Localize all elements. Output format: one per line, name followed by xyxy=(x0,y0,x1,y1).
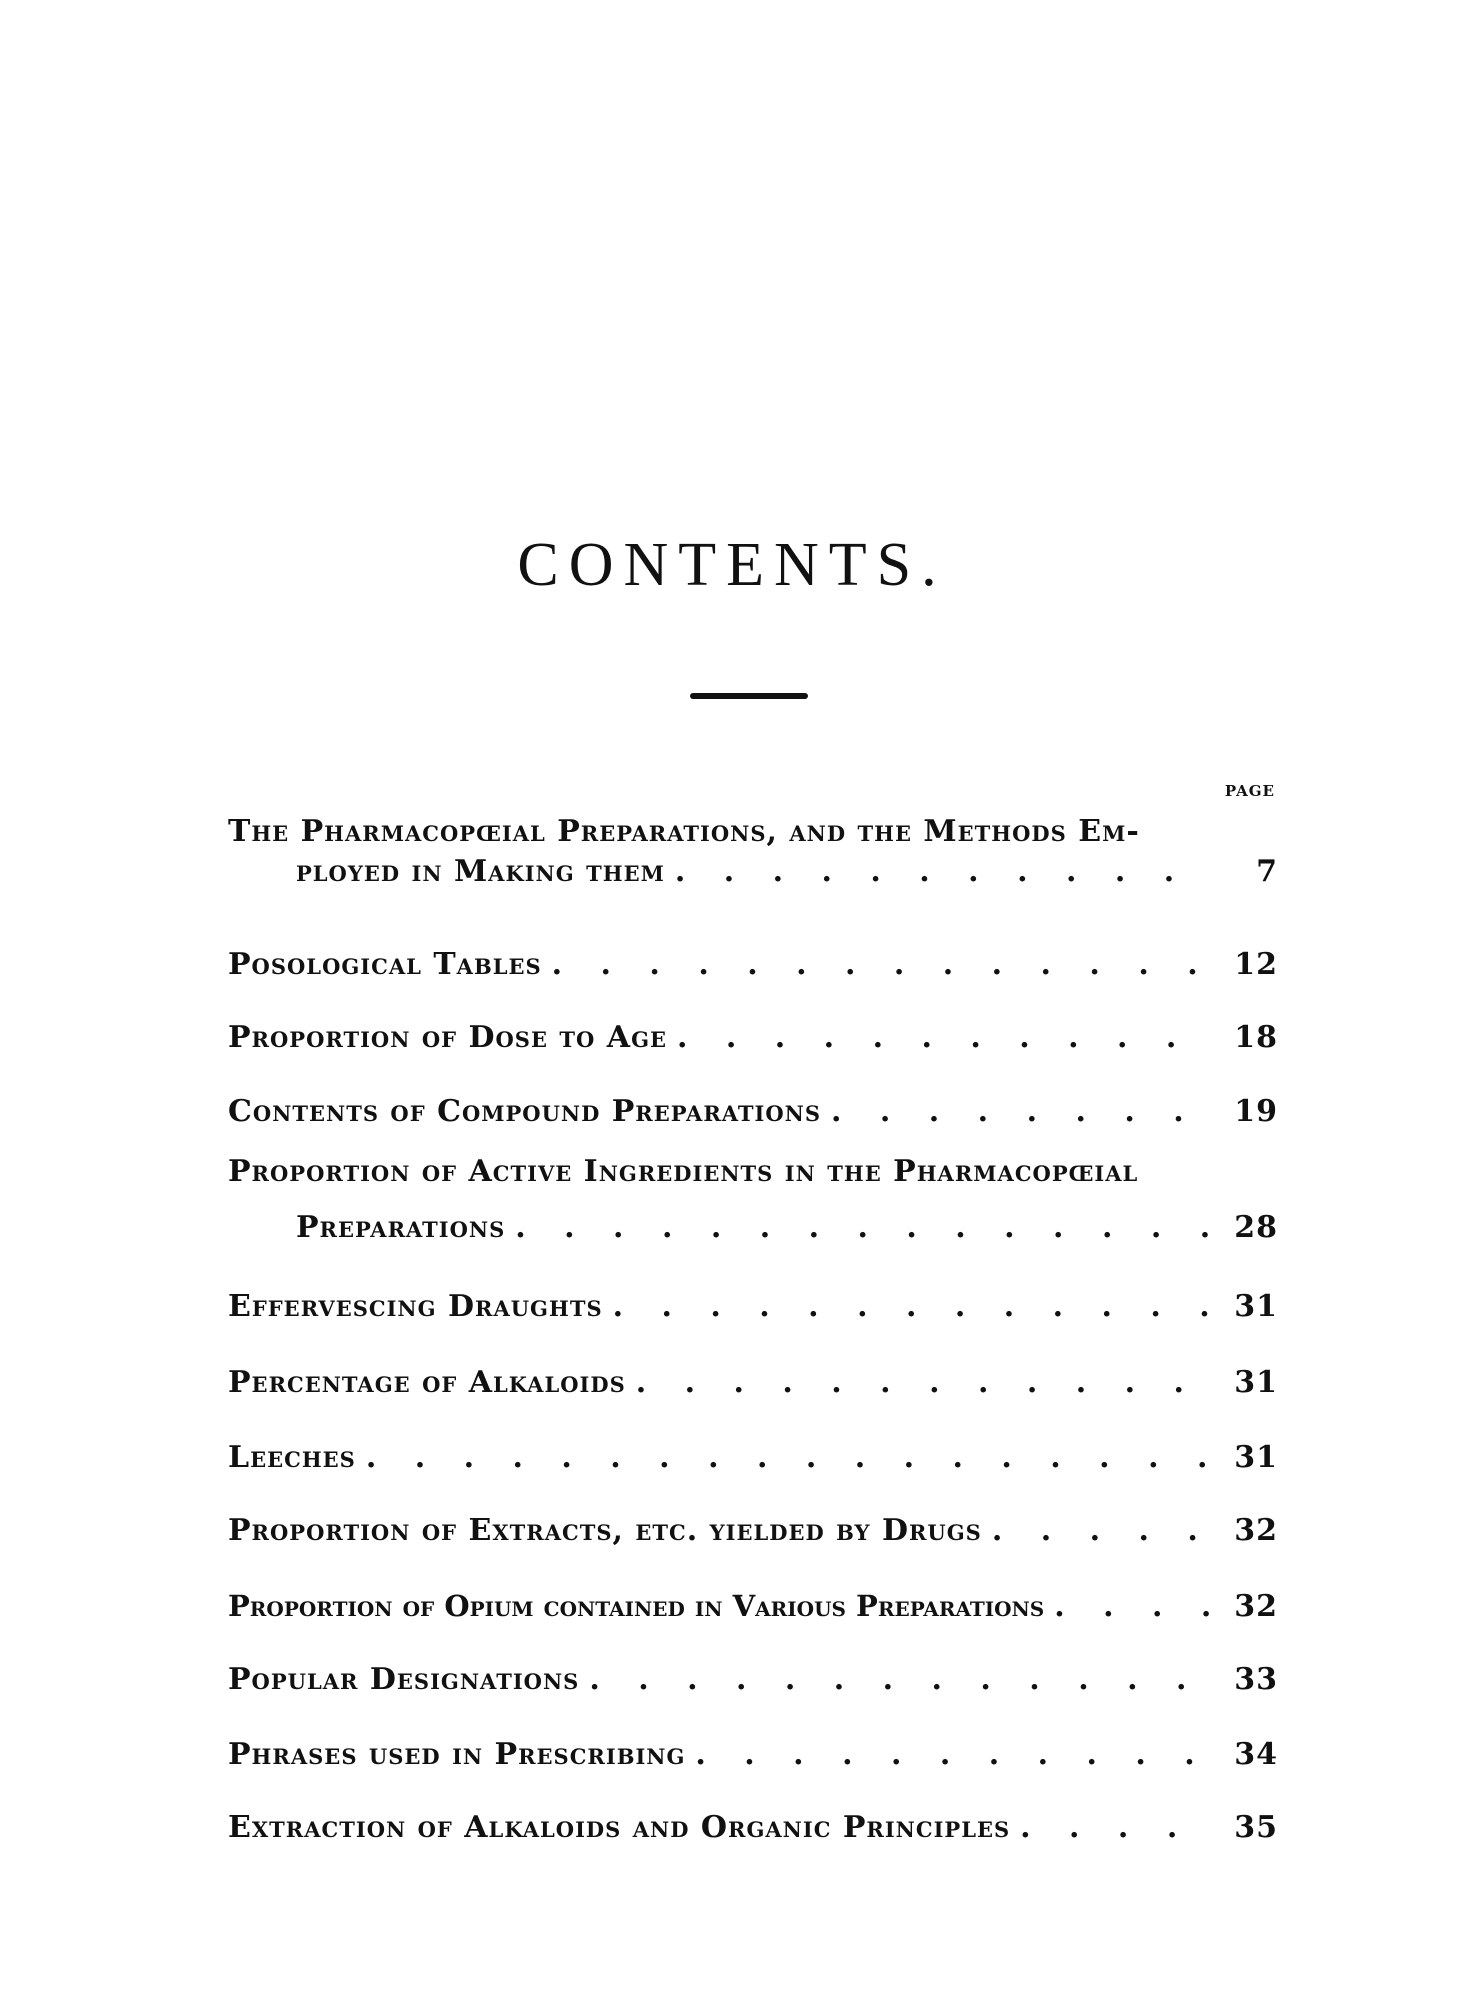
toc-page-number: 32 xyxy=(1234,1513,1278,1548)
dot-leader xyxy=(636,1363,1214,1403)
toc-entry-preparations[interactable] xyxy=(228,812,1278,892)
toc-entry-label: Proportion of Dose to Age xyxy=(228,1020,668,1055)
dot-leader xyxy=(675,852,1214,892)
toc-entry-label: Popular Designations xyxy=(228,1662,580,1697)
toc-entry-posological-tables[interactable] xyxy=(228,945,1278,985)
toc-entry-compound-preparations[interactable] xyxy=(228,1092,1278,1132)
dot-leader xyxy=(366,1438,1214,1478)
dot-leader xyxy=(677,1018,1214,1058)
toc-entry-dose-to-age[interactable] xyxy=(228,1018,1278,1058)
toc-entry-label-continued: Preparations xyxy=(296,1210,506,1245)
dot-leader xyxy=(695,1735,1214,1775)
dot-leader xyxy=(589,1660,1214,1700)
toc-entry-label: Phrases used in Prescribing xyxy=(228,1737,686,1772)
toc-entry-opium[interactable] xyxy=(228,1586,1278,1627)
dot-leader xyxy=(515,1208,1214,1248)
dot-leader xyxy=(1054,1587,1214,1627)
toc-page-number: 31 xyxy=(1234,1440,1278,1475)
toc-page-number: 12 xyxy=(1234,947,1278,982)
toc-entry-label: Proportion of Opium contained in Various Preparations xyxy=(228,1589,1045,1623)
toc-entry-active-ingredients[interactable] xyxy=(228,1152,1278,1248)
toc-entry-effervescing-draughts[interactable] xyxy=(228,1287,1278,1327)
toc-entry-extraction-alkaloids[interactable] xyxy=(228,1808,1278,1848)
dot-leader xyxy=(552,945,1214,985)
toc-page-number: 18 xyxy=(1234,1020,1278,1055)
toc-page-number: 31 xyxy=(1234,1289,1278,1324)
toc-entry-label: Leeches xyxy=(228,1440,356,1475)
toc-page-number: 32 xyxy=(1234,1589,1278,1624)
toc-entry-leeches[interactable] xyxy=(228,1438,1278,1478)
title-rule xyxy=(690,693,808,699)
page-title: CONTENTS. xyxy=(517,531,947,599)
toc-page-number: 33 xyxy=(1234,1662,1278,1697)
toc-entry-label-continued: ployed in Making them xyxy=(296,854,665,889)
toc-entry-popular-designations[interactable] xyxy=(228,1660,1278,1700)
toc-entry-label: Proportion of Extracts, etc. yielded by Drugs xyxy=(228,1513,982,1548)
toc-entry-extracts[interactable] xyxy=(228,1511,1278,1551)
toc-page-number: 35 xyxy=(1234,1810,1278,1845)
toc-page-number: 19 xyxy=(1234,1094,1278,1129)
dot-leader xyxy=(613,1287,1214,1327)
toc-page-number: 7 xyxy=(1256,854,1278,889)
dot-leader xyxy=(831,1092,1214,1132)
toc-entry-label: The Pharmacopœial Preparations, and the Methods Em- xyxy=(228,814,1140,849)
dot-leader xyxy=(1020,1808,1214,1848)
toc-entry-percentage-alkaloids[interactable] xyxy=(228,1363,1278,1403)
toc-page-number: 28 xyxy=(1234,1210,1278,1245)
page-column-heading: PAGE xyxy=(1224,782,1275,800)
toc-page-number: 34 xyxy=(1234,1737,1278,1772)
toc-entry-label: Effervescing Draughts xyxy=(228,1289,603,1324)
toc-entry-prescribing-phrases[interactable] xyxy=(228,1735,1278,1775)
toc-entry-label: Extraction of Alkaloids and Organic Principles xyxy=(228,1810,1011,1845)
toc-entry-label: Percentage of Alkaloids xyxy=(228,1365,626,1400)
dot-leader xyxy=(992,1511,1214,1551)
toc-page-number: 31 xyxy=(1234,1365,1278,1400)
toc-entry-label: Contents of Compound Preparations xyxy=(228,1094,822,1129)
toc-entry-label: Proportion of Active Ingredients in the Pharmacopœial xyxy=(228,1154,1139,1189)
toc-entry-label: Posological Tables xyxy=(228,947,542,982)
